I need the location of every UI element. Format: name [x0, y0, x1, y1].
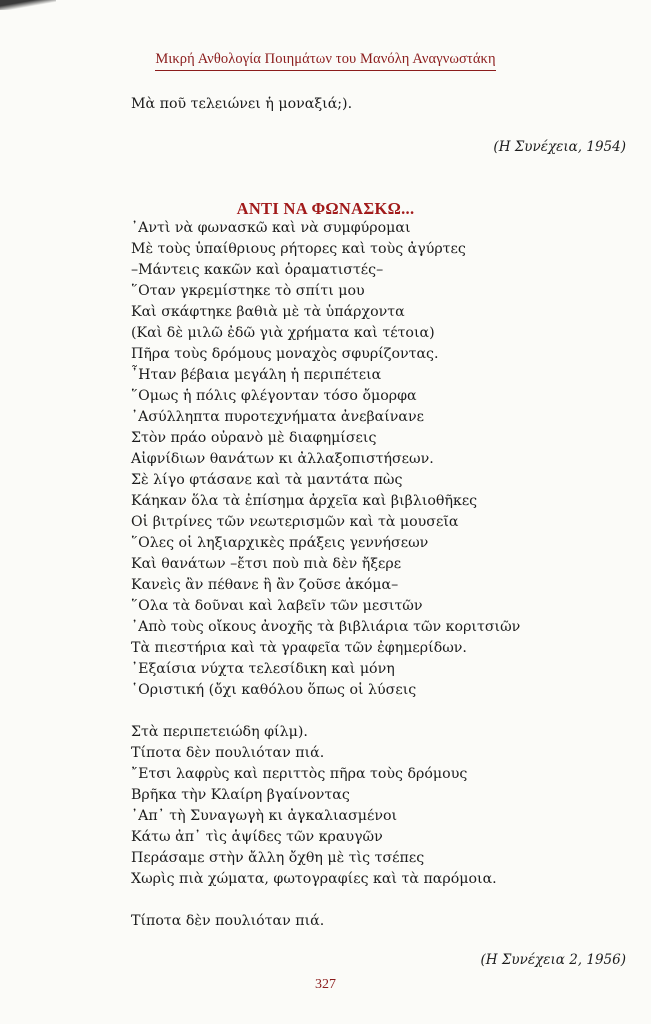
poem-line: Καὶ θανάτων –ἔτσι ποὺ πιὰ δὲν ἤξερε: [131, 556, 402, 572]
poem-line: Χωρὶς πιὰ χώματα, φωτογραφίες καὶ τὰ παρόμοια.: [131, 871, 497, 887]
running-header-title: Μικρή Ανθολογία Ποιημάτων του Μανόλη Αναγνωστάκη: [155, 51, 495, 71]
poem-line: Καὶ σκάφτηκε βαθιὰ μὲ τὰ ὑπάρχοντα: [131, 304, 405, 320]
poem-line: ῾Οριστική (ὄχι καθόλου ὅπως οἱ λύσεις: [131, 682, 417, 698]
poem-line: ᾿Ασύλληπτα πυροτεχνήματα ἀνεβαίνανε: [131, 409, 424, 425]
poem-line: ᾿Εξαίσια νύχτα τελεσίδικη καὶ μόνη: [131, 661, 395, 677]
poem-line: Στὰ περιπετειώδη φίλμ).: [131, 724, 308, 740]
poem-line: Βρῆκα τὴν Κλαίρη βγαίνοντας: [131, 787, 350, 803]
poem-line: ῞Ολα τὰ δοῦναι καὶ λαβεῖν τῶν μεσιτῶν: [131, 598, 423, 614]
poem-line: ᾿Απ᾿ τὴ Συναγωγὴ κι ἀγκαλιασμένοι: [131, 808, 398, 824]
poem-line: –Μάντεις κακῶν καὶ ὁραματιστές–: [131, 262, 384, 278]
scan-corner-mark: [0, 0, 56, 10]
poem-line: Πῆρα τοὺς δρόμους μοναχὸς σφυρίζοντας.: [131, 346, 439, 362]
poem-line: ᾿Απὸ τοὺς οἴκους ἀνοχῆς τὰ βιβλιάρια τῶν κοριτσιῶν: [131, 619, 521, 635]
poem-line: Τίποτα δὲν πουλιόταν πιά.: [131, 745, 325, 761]
poem-line: Μὲ τοὺς ὑπαίθριους ρήτορες καὶ τοὺς ἀγύρτες: [131, 241, 466, 257]
poem-line: ῞Ολες οἱ ληξιαρχικὲς πράξεις γεννήσεων: [131, 535, 429, 551]
previous-poem-last-line: Μὰ ποῦ τελειώνει ἡ μοναξιά;).: [131, 96, 353, 112]
poem-line: Αἰφνίδιων θανάτων κι ἀλλαξοπιστήσεων.: [131, 451, 434, 467]
poem-line: ῞Ομως ἡ πόλις φλέγονταν τόσο ὄμορφα: [131, 388, 417, 404]
poem-line: ῎Ετσι λαφρὺς καὶ περιττὸς πῆρα τοὺς δρόμους: [131, 766, 468, 782]
poem-line: Στὸν πράο οὐρανὸ μὲ διαφημίσεις: [131, 430, 377, 446]
running-header: [0, 48, 651, 71]
poem-line: Κάτω ἀπ᾿ τὶς ἁψίδες τῶν κραυγῶν: [131, 829, 383, 845]
poem-line: Σὲ λίγο φτάσανε καὶ τὰ μαντάτα πὼς: [131, 472, 403, 488]
poem-line: ᾿Αντὶ νὰ φωνασκῶ καὶ νὰ συμφύρομαι: [131, 220, 411, 236]
poem-line: Οἱ βιτρίνες τῶν νεωτερισμῶν καὶ τὰ μουσεῖα: [131, 514, 459, 530]
page-number: 327: [315, 977, 336, 992]
poem-line: Κανεὶς ἂν πέθανε ἢ ἂν ζοῦσε ἀκόμα–: [131, 577, 399, 593]
poem-line: ῞Οταν γκρεμίστηκε τὸ σπίτι μου: [131, 283, 365, 299]
poem-title: ΑΝΤΙ ΝΑ ΦΩΝΑΣΚΩ...: [236, 199, 415, 218]
poem-line: Τὰ πιεστήρια καὶ τὰ γραφεῖα τῶν ἐφημερίδων.: [131, 640, 467, 656]
poem-source: (Η Συνέχεια 2, 1956): [480, 952, 626, 968]
poem-line: ῏Ηταν βέβαια μεγάλη ἡ περιπέτεια: [131, 367, 382, 383]
poem-line: Τίποτα δὲν πουλιόταν πιά.: [131, 913, 325, 929]
poem-line: Περάσαμε στὴν ἄλλη ὄχθη μὲ τὶς τσέπες: [131, 850, 425, 866]
poem-line: (Καὶ δὲ μιλῶ ἐδῶ γιὰ χρήματα καὶ τέτοια): [131, 325, 435, 341]
previous-poem-source: (Η Συνέχεια, 1954): [493, 139, 626, 155]
poem-line: Κάηκαν ὅλα τὰ ἐπίσημα ἀρχεῖα καὶ βιβλιοθῆκες: [131, 493, 478, 509]
